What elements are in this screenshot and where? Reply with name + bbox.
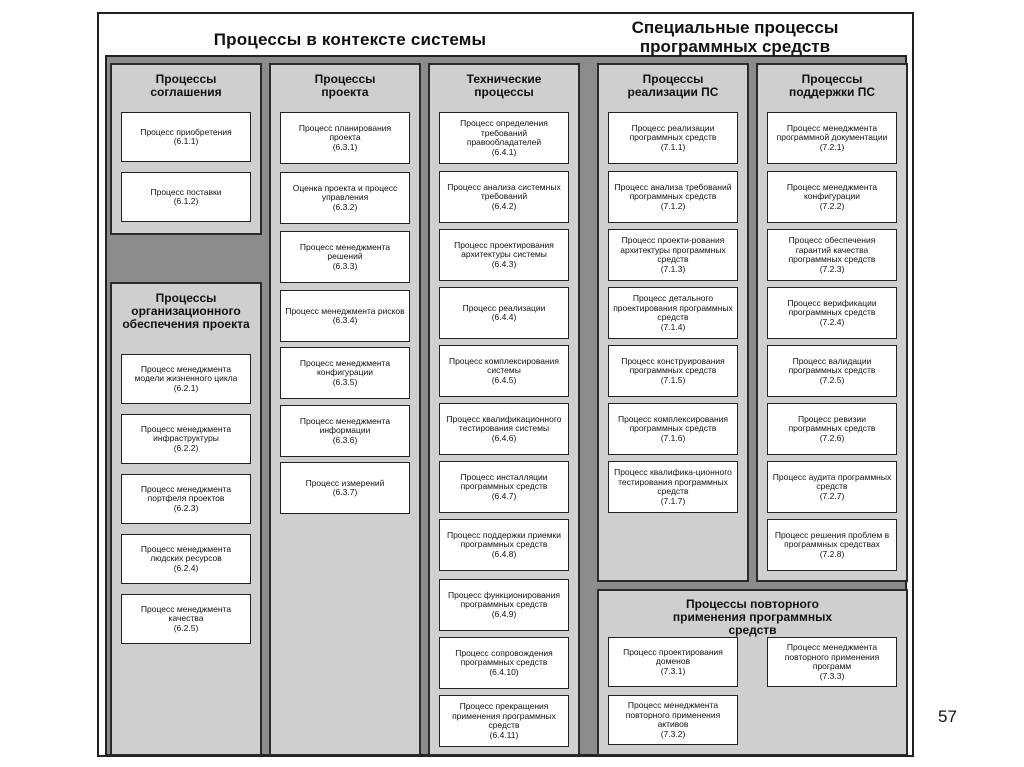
process-code: (7.2.5) bbox=[819, 374, 845, 385]
process-label: Процесс менеджмента повторного применения активов bbox=[625, 700, 721, 729]
process-label: Процесс решения проблем в программных средствах bbox=[774, 529, 890, 550]
group-title: Процессы повторного применения программных средств bbox=[672, 597, 833, 637]
process-code: (6.3.2) bbox=[332, 201, 358, 212]
process-box bbox=[280, 231, 410, 283]
process-box bbox=[767, 287, 897, 339]
process-box bbox=[121, 172, 251, 222]
process-label: Процесс квалифика-ционного тестирования программных средств bbox=[614, 467, 732, 496]
process-label: Процесс менеджмента конфигурации bbox=[786, 181, 878, 202]
process-box bbox=[439, 579, 569, 631]
process-box bbox=[439, 112, 569, 164]
process-code: (6.4.4) bbox=[491, 312, 517, 322]
process-box bbox=[280, 462, 410, 514]
process-box bbox=[608, 695, 738, 745]
group-title: Процессы соглашения bbox=[150, 72, 222, 99]
process-code: (6.4.1) bbox=[491, 146, 517, 157]
process-label: Процесс аудита программных средств bbox=[772, 471, 892, 492]
process-box bbox=[280, 172, 410, 224]
process-code: (6.1.1) bbox=[173, 136, 199, 146]
process-label: Процесс инсталляции программных средств bbox=[460, 471, 548, 492]
process-box bbox=[767, 171, 897, 223]
process-box bbox=[608, 403, 738, 455]
group-project bbox=[269, 63, 421, 756]
process-label: Процесс менеджмента повторного применения программ bbox=[784, 642, 880, 671]
process-code: (6.4.3) bbox=[491, 258, 517, 269]
process-code: (6.2.2) bbox=[173, 442, 199, 453]
process-code: (6.4.7) bbox=[491, 490, 517, 501]
process-box bbox=[439, 287, 569, 339]
process-box bbox=[767, 637, 897, 687]
process-box bbox=[280, 405, 410, 457]
process-code: (6.4.11) bbox=[489, 729, 519, 740]
process-code: (6.2.5) bbox=[173, 622, 199, 633]
process-label: Процесс проекти-рования архитектуры программных средств bbox=[620, 235, 726, 264]
process-code: (7.1.1) bbox=[660, 141, 686, 152]
process-label: Процесс планирования проекта bbox=[298, 122, 392, 143]
process-box bbox=[767, 403, 897, 455]
process-label: Процесс менеджмента программной документации bbox=[776, 122, 888, 143]
process-label: Процесс сопровождения программных средств bbox=[455, 647, 553, 668]
process-label: Процесс менеджмента рисков bbox=[285, 305, 405, 316]
process-box bbox=[439, 519, 569, 571]
process-box bbox=[439, 637, 569, 689]
process-box bbox=[767, 229, 897, 281]
process-box bbox=[439, 461, 569, 513]
process-label: Процесс поставки bbox=[150, 186, 222, 197]
process-label: Процесс реализации программных средств bbox=[629, 122, 717, 143]
process-box bbox=[280, 347, 410, 399]
process-code: (6.4.5) bbox=[491, 374, 517, 385]
process-box bbox=[767, 519, 897, 571]
process-label: Процесс конструирования программных средств bbox=[621, 355, 725, 376]
process-label: Процесс определения требований правообладателей bbox=[460, 118, 548, 147]
process-code: (7.1.3) bbox=[660, 263, 686, 274]
process-box bbox=[121, 534, 251, 584]
process-label: Процесс менеджмента инфраструктуры bbox=[140, 423, 232, 444]
process-label: Процесс менеджмента качества bbox=[140, 603, 232, 624]
process-label: Процесс квалификационного тестирования системы bbox=[446, 413, 562, 434]
process-box bbox=[608, 345, 738, 397]
process-label: Процесс проектирования доменов bbox=[623, 646, 723, 667]
process-box bbox=[121, 474, 251, 524]
process-label: Процесс детального проектирования программных средств bbox=[613, 293, 733, 322]
process-box bbox=[439, 403, 569, 455]
process-code: (6.2.4) bbox=[173, 562, 199, 573]
process-label: Процесс комплексирования программных средств bbox=[617, 413, 729, 434]
process-code: (6.3.3) bbox=[332, 260, 358, 271]
process-label: Процесс валидации программных средств bbox=[788, 355, 876, 376]
process-code: (7.2.3) bbox=[819, 263, 845, 274]
process-label: Процесс проектирования архитектуры системы bbox=[454, 239, 554, 260]
process-code: (7.2.7) bbox=[819, 490, 845, 501]
process-label: Процесс анализа системных требований bbox=[447, 181, 561, 202]
group-title: Процессы проекта bbox=[314, 72, 376, 99]
process-code: (6.3.6) bbox=[332, 434, 358, 445]
process-label: Процесс анализа требований программных средств bbox=[614, 181, 732, 202]
process-code: (6.2.3) bbox=[173, 502, 199, 513]
process-label: Процесс менеджмента портфеля проектов bbox=[140, 483, 232, 504]
process-label: Процесс прекращения применения программных средств bbox=[452, 701, 556, 730]
process-box bbox=[767, 112, 897, 164]
process-code: (7.1.5) bbox=[660, 374, 686, 385]
process-code: (7.2.8) bbox=[819, 548, 845, 559]
process-box bbox=[767, 345, 897, 397]
process-label: Процесс менеджмента модели жизненного цикла bbox=[134, 363, 238, 384]
group-title: Технические процессы bbox=[466, 72, 542, 99]
process-code: (6.3.4) bbox=[332, 315, 358, 325]
group-title: Процессы организационного обеспечения проекта bbox=[122, 291, 250, 331]
process-code: (7.2.4) bbox=[819, 316, 845, 327]
process-code: (6.2.1) bbox=[173, 382, 199, 393]
page-number: 57 bbox=[938, 707, 957, 726]
process-code: (6.1.2) bbox=[173, 196, 199, 206]
process-label: Процесс функционирования программных средств bbox=[448, 589, 560, 610]
process-code: (6.4.9) bbox=[491, 608, 517, 619]
process-label: Процесс менеджмента решений bbox=[299, 241, 391, 262]
process-code: (6.4.6) bbox=[491, 432, 517, 443]
process-label: Процесс обеспечения гарантий качества программных средств bbox=[788, 235, 876, 264]
process-code: (6.4.10) bbox=[489, 666, 519, 677]
process-code: (7.1.4) bbox=[660, 321, 686, 332]
group-title: Процессы поддержки ПС bbox=[788, 72, 875, 99]
process-label: Процесс менеджмента людских ресурсов bbox=[140, 543, 232, 564]
process-code: (6.3.5) bbox=[332, 376, 358, 387]
process-box bbox=[608, 461, 738, 513]
process-box bbox=[121, 414, 251, 464]
system-context-title: Процессы в контексте системы bbox=[213, 30, 487, 49]
process-label: Процесс комплексирования системы bbox=[448, 355, 560, 376]
process-code: (7.2.6) bbox=[819, 432, 845, 443]
process-box bbox=[280, 290, 410, 342]
process-code: (7.1.6) bbox=[660, 432, 686, 443]
group-support bbox=[756, 63, 908, 582]
process-label: Процесс верификации программных средств bbox=[787, 297, 877, 318]
process-label: Процесс приобретения bbox=[140, 126, 232, 137]
process-box bbox=[608, 171, 738, 223]
process-label: Процесс измерений bbox=[305, 477, 385, 488]
process-box bbox=[280, 112, 410, 164]
group-title: Процессы реализации ПС bbox=[627, 72, 719, 99]
process-label: Процесс менеджмента конфигурации bbox=[299, 357, 391, 378]
process-box bbox=[121, 354, 251, 404]
process-code: (6.3.1) bbox=[332, 141, 358, 152]
group-organizational bbox=[110, 282, 262, 756]
process-code: (7.1.7) bbox=[660, 495, 686, 506]
process-box bbox=[608, 112, 738, 164]
process-code: (7.1.2) bbox=[660, 200, 686, 211]
software-special-title bbox=[590, 18, 880, 56]
process-label: Процесс поддержки приемки программных средств bbox=[446, 529, 562, 550]
software-special-title-line2: программных средств bbox=[639, 37, 831, 56]
process-box bbox=[121, 594, 251, 644]
process-code: (7.2.1) bbox=[819, 141, 845, 152]
process-code: (7.2.2) bbox=[819, 200, 845, 211]
process-code: (7.3.1) bbox=[660, 665, 686, 676]
process-label: Оценка проекта и процесс управления bbox=[292, 182, 398, 203]
process-box bbox=[439, 345, 569, 397]
process-box bbox=[439, 171, 569, 223]
process-label: Процесс менеджмента информации bbox=[299, 415, 391, 436]
process-box bbox=[608, 229, 738, 281]
process-code: (6.4.8) bbox=[491, 548, 517, 559]
process-box bbox=[439, 229, 569, 281]
process-code: (6.3.7) bbox=[332, 487, 358, 497]
process-label: Процесс ревизии программных средств bbox=[788, 413, 876, 434]
group-agreement bbox=[110, 63, 262, 235]
group-implementation bbox=[597, 63, 749, 582]
group-technical bbox=[428, 63, 580, 756]
process-code: (7.3.2) bbox=[660, 728, 686, 739]
process-box bbox=[608, 287, 738, 339]
process-box bbox=[439, 695, 569, 747]
process-box bbox=[608, 637, 738, 687]
process-code: (6.4.2) bbox=[491, 200, 517, 211]
process-code: (7.3.3) bbox=[819, 670, 845, 681]
process-box bbox=[767, 461, 897, 513]
process-label: Процесс реализации bbox=[462, 302, 546, 313]
process-box bbox=[121, 112, 251, 162]
group-reuse bbox=[597, 589, 908, 756]
software-special-title-line1: Специальные процессы bbox=[631, 18, 839, 37]
